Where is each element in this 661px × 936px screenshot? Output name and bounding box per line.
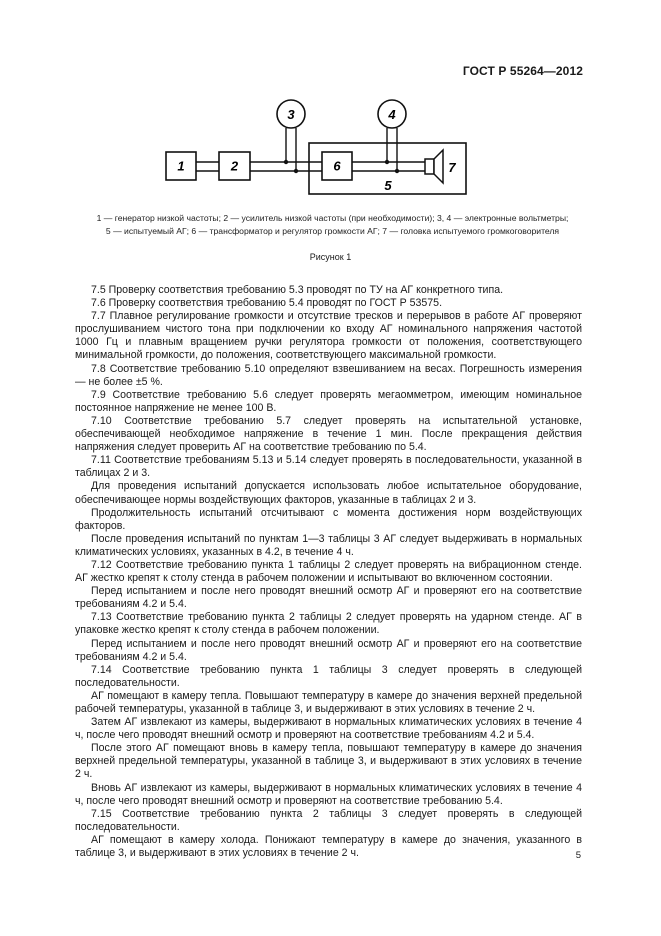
voltmeter-3-label: 3 bbox=[287, 107, 295, 122]
paragraph: АГ помещают в камеру тепла. Повышают температуру в камере до значения верхней предельной рабочей температуры, указанной в таблице 3, и выдерживают в этих условиях в течение 2 ч. bbox=[75, 689, 582, 715]
paragraph: АГ помещают в камеру холода. Понижают температуру в камере до значения, указанного в таблице 3, и выдерживают в этих условиях в течение 2 ч. bbox=[75, 833, 582, 860]
speaker-7-label: 7 bbox=[448, 160, 456, 175]
paragraph: После проведения испытаний по пунктам 1—3 таблицы 3 АГ следует выдерживать в нормальных климатических условиях, указанных в 4.2, в течение 4 ч. bbox=[75, 532, 582, 558]
voltmeter-4-label: 4 bbox=[388, 107, 396, 122]
caption-line-2: 5 — испытуемый АГ; 6 — трансформатор и регулятор громкости АГ; 7 — головка испытуемого громкоговорителя bbox=[105, 226, 560, 236]
paragraph: 7.8 Соответствие требованию 5.10 определяют взвешиванием на весах. Погрешность измерения — не более ±5 %. bbox=[75, 362, 582, 388]
paragraph: 7.13 Соответствие требованию пункта 2 таблицы 2 следует проверять на ударном стенде. АГ в упаковке жестко крепят к столу стенда в рабочем положении. bbox=[75, 611, 582, 637]
test-setup-diagram bbox=[0, 88, 661, 198]
speaker-coil bbox=[425, 159, 434, 174]
caption-line-1: 1 — генератор низкой частоты; 2 — усилитель низкой частоты (при необходимости); 3, 4 — электронные вольтметры; bbox=[96, 213, 569, 223]
paragraph: Вновь АГ извлекают из камеры, выдерживают в нормальных климатических условиях в течение 4 ч, после чего проводят внешний осмотр и проверяют на соответствие требованию 5.4. bbox=[75, 781, 582, 807]
page-number: 5 bbox=[575, 850, 581, 861]
paragraph: 7.10 Соответствие требованию 5.7 следует проверять на испытательной установке, обеспечивающей необходимое напряжение в течение 1 мин. После прекращения действия напряжения следует проверить АГ на соответствие требованию по 5.4. bbox=[75, 414, 582, 454]
block-6-label: 6 bbox=[333, 158, 341, 174]
paragraph: Затем АГ извлекают из камеры, выдерживают в нормальных климатических условиях в течение 4 ч, после чего проводят внешний осмотр и проверяют на соответствие требованиям 4.2 и 5.4. bbox=[75, 716, 582, 742]
paragraph: 7.12 Соответствие требованию пункта 1 таблицы 2 следует проверять на вибрационном стенде. АГ жестко крепят к столу стенда в рабочем положении и испытывают во включенном состоянии. bbox=[75, 558, 582, 585]
block-1-label: 1 bbox=[177, 158, 185, 174]
body-text bbox=[75, 284, 582, 860]
paragraph: 7.6 Проверку соответствия требованию 5.4 проводят по ГОСТ Р 53575. bbox=[91, 297, 443, 310]
enclosure-5-label: 5 bbox=[384, 178, 392, 193]
block-2-label: 2 bbox=[230, 158, 239, 174]
paragraph: 7.5 Проверку соответствия требованию 5.3 проводят по ТУ на АГ конкретного типа. bbox=[91, 284, 504, 296]
paragraph: Для проведения испытаний допускается использовать любое испытательное оборудование, обеспечивающее нормы воздействующих факторов, указанные в таблицах 2 и 3. bbox=[75, 480, 582, 506]
figure-caption bbox=[60, 212, 605, 238]
paragraph: Перед испытанием и после него проводят внешний осмотр АГ и проверяют его на соответствие требованиям 4.2 и 5.4. bbox=[75, 585, 582, 611]
paragraph: Продолжительность испытаний отсчитывают с момента достижения норм воздействующих факторов. bbox=[75, 506, 582, 532]
paragraph: Перед испытанием и после него проводят внешний осмотр АГ и проверяют его на соответствие требованиям 4.2 и 5.4. bbox=[75, 637, 582, 663]
paragraph: После этого АГ помещают вновь в камеру тепла, повышают температуру в камере до значения верхней предельной температуры, указанной в таблице 3, и выдерживают в этих условиях в течение 2 ч. bbox=[75, 742, 582, 781]
paragraph: 7.15 Соответствие требованию пункта 2 таблицы 3 следует проверять в следующей последовательности. bbox=[75, 807, 582, 833]
figure-title: Рисунок 1 bbox=[309, 252, 352, 262]
paragraph: 7.9 Соответствие требованию 5.6 следует проверять мегаомметром, имеющим номинальное постоянное напряжение не менее 100 В. bbox=[75, 388, 582, 414]
paragraph: 7.11 Соответствие требованиям 5.13 и 5.14 следует проверять в последовательности, указанной в таблицах 2 и 3. bbox=[75, 454, 582, 480]
document-code: ГОСТ Р 55264—2012 bbox=[462, 64, 583, 78]
paragraph: 7.14 Соответствие требованию пункта 1 таблицы 3 следует проверять в следующей последовательности. bbox=[75, 663, 582, 689]
paragraph: 7.7 Плавное регулирование громкости и отсутствие тресков и перерывов в работе АГ проверяют прослушиванием чистого тона при подключении ко входу АГ номинального напряжения частотой 1000 Гц и плавным вращением ручки регулятора громкости от положения, соответствующего минимальной громкости, до положения, соответствующего максимальной громкости. bbox=[75, 310, 582, 362]
speaker-cone-icon bbox=[434, 150, 443, 183]
